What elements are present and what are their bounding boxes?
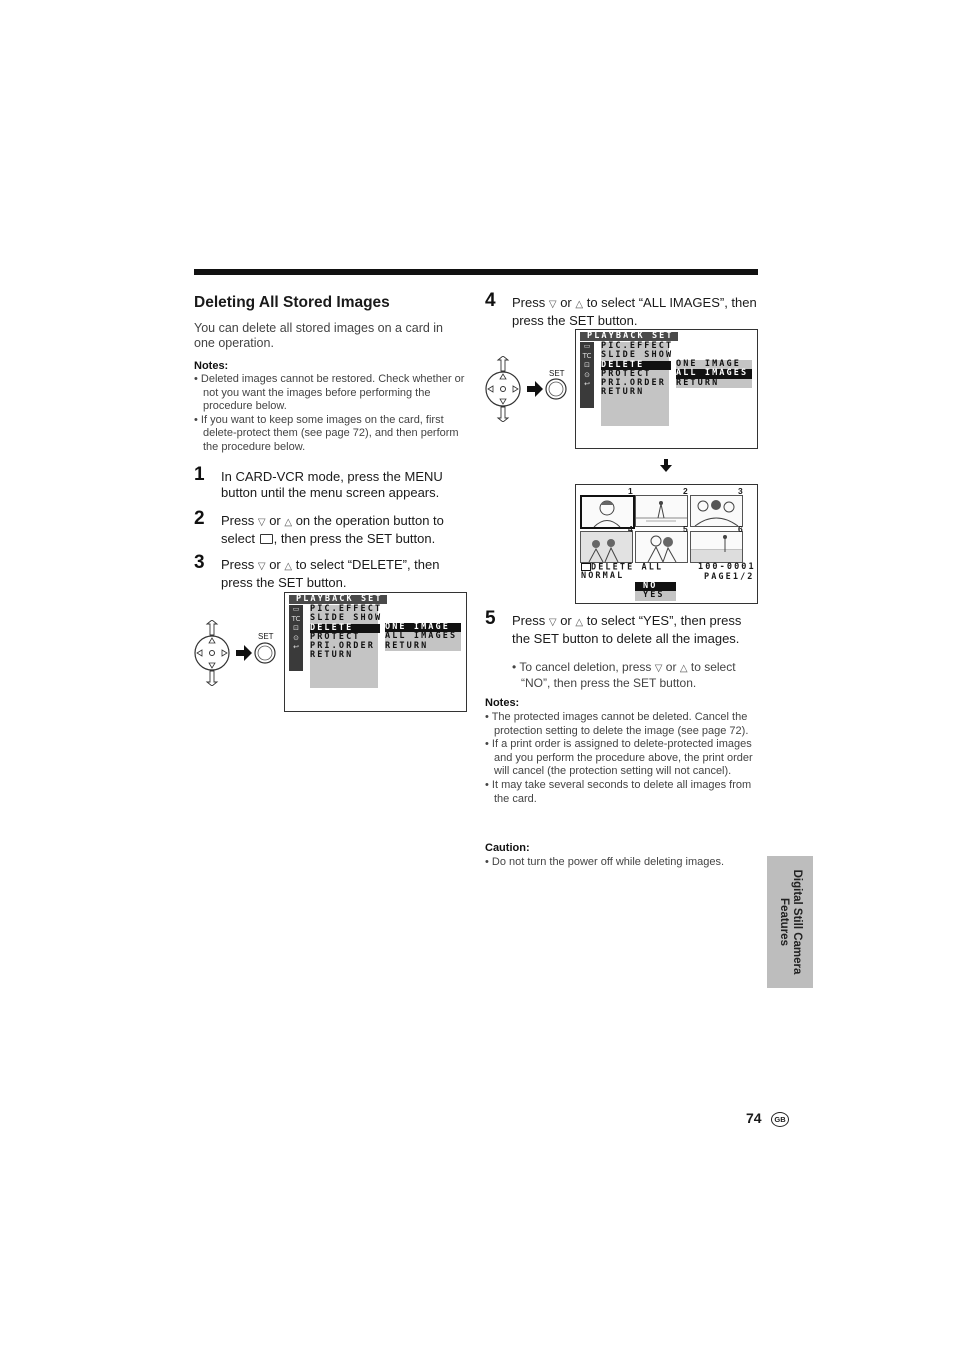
step-text-part: to select “DELETE”, then press the SET button.: [221, 557, 440, 590]
menu-item-selected[interactable]: DELETE: [310, 624, 380, 633]
top-rule: [194, 269, 758, 275]
chapter-label-line: Digital Still Camera: [791, 869, 803, 975]
note-item: • Deleted images cannot be restored. Check whether or not you want the images before performing the procedure below.: [194, 373, 465, 413]
step-text: [512, 613, 758, 646]
note-item: • It may take several seconds to delete all images from the card.: [485, 778, 752, 805]
set-button-label: SET: [549, 369, 565, 378]
setup-icon: ⊡: [293, 624, 299, 632]
subnote-part: or: [665, 660, 677, 674]
setup-icon: ⊡: [584, 361, 590, 369]
page-indicator: PAGE1/2: [704, 572, 755, 582]
menu-screen-delete: [284, 592, 467, 712]
step-text-part: or: [560, 295, 572, 310]
card-icon: [581, 563, 591, 571]
thumbnail-number: 4: [628, 524, 633, 534]
subnote-part: • To cancel deletion, press: [512, 660, 652, 674]
set-button-label: SET: [258, 632, 274, 641]
return-icon: ↩: [293, 643, 299, 651]
region-badge: GB: [771, 1112, 789, 1127]
menu-item-selected[interactable]: DELETE: [601, 361, 671, 370]
thumbnail-number: 5: [683, 524, 688, 534]
thumbnail-number: 1: [628, 486, 633, 496]
up-arrow-icon: △: [575, 617, 584, 628]
notes-list: [485, 711, 760, 806]
step-text: [512, 295, 758, 328]
caution-list: [485, 856, 760, 870]
step-number: 1: [194, 464, 205, 485]
step-text-part: Press: [512, 295, 546, 310]
notes-list: [194, 373, 468, 455]
down-arrow-icon: ▽: [548, 299, 557, 310]
chapter-label-line: Features: [778, 898, 790, 946]
thumbnail-image[interactable]: [635, 495, 688, 527]
step-text-part: Press: [512, 613, 546, 628]
card-icon: ▭: [292, 605, 300, 613]
step-text-part: or: [560, 613, 572, 628]
menu-item[interactable]: RETURN: [310, 650, 354, 661]
caution-heading: Caution:: [485, 842, 530, 854]
intro-text: You can delete all stored images on a card in one operation.: [194, 321, 444, 350]
clock-icon: ⊙: [293, 633, 299, 642]
note-item: • If a print order is assigned to delete-protected images and you perform the procedure above, the print order will cancel (the protection setting will not cancel).: [485, 738, 753, 778]
clock-icon: ⊙: [584, 370, 590, 379]
menu-list: [601, 341, 674, 398]
menu-icon-bar: [580, 342, 594, 408]
thumbnail-image[interactable]: [635, 531, 688, 563]
thumbnail-number: 6: [738, 524, 743, 534]
submenu-list: [676, 360, 752, 388]
up-arrow-icon: △: [679, 663, 688, 674]
step-text: [221, 557, 469, 590]
return-icon: ↩: [584, 380, 590, 388]
menu-item[interactable]: PRI.ORDER: [310, 641, 375, 652]
submenu-item[interactable]: RETURN: [676, 377, 720, 388]
operation-button-diagram: [481, 356, 573, 422]
step-number: 5: [485, 608, 496, 629]
thumbnail-image[interactable]: [580, 531, 633, 563]
step-subnote: [512, 660, 758, 690]
tc-icon: TC: [582, 351, 592, 360]
card-icon: [260, 534, 273, 544]
menu-icon-bar: [289, 605, 303, 671]
chapter-side-tab: [767, 856, 813, 988]
submenu-item-selected[interactable]: ALL IMAGES: [676, 369, 752, 378]
menu-list: [310, 604, 383, 661]
submenu-item-selected[interactable]: ONE IMAGE: [385, 623, 461, 632]
chapter-label: [777, 870, 803, 975]
menu-title: PLAYBACK SET: [580, 332, 678, 341]
menu-item[interactable]: SLIDE SHOW: [601, 350, 674, 361]
menu-screen-all-images: [575, 329, 758, 449]
menu-item[interactable]: RETURN: [601, 387, 645, 398]
step-text-part: on the operation button to select: [221, 513, 444, 546]
note-item: • The protected images cannot be deleted. Cancel the protection setting to delete the image (see page 72).: [485, 711, 749, 737]
thumbnail-image[interactable]: [690, 531, 743, 563]
step-text-part: Press: [221, 557, 255, 572]
menu-title: PLAYBACK SET: [289, 595, 387, 604]
tc-icon: TC: [291, 614, 301, 623]
section-title: Deleting All Stored Images: [194, 294, 390, 311]
down-arrow-icon: ▽: [257, 561, 266, 572]
subnote-part: to select “NO”, then press the SET button.: [521, 660, 736, 690]
up-arrow-icon: △: [575, 299, 584, 310]
delete-all-text: DELETE ALL: [591, 562, 664, 573]
step-text-part: or: [269, 513, 281, 528]
menu-item[interactable]: PIC.EFFECT: [310, 604, 383, 614]
menu-item[interactable]: PRI.ORDER: [601, 378, 666, 389]
down-arrow-icon: ▽: [548, 617, 557, 628]
option-no[interactable]: NO: [635, 582, 676, 591]
step-text-part: , then press the SET button.: [273, 530, 436, 546]
page-number: 74: [746, 1110, 762, 1126]
submenu-item[interactable]: RETURN: [385, 640, 429, 651]
thumbnail-image[interactable]: [690, 495, 743, 527]
step-text-part: or: [269, 557, 281, 572]
up-arrow-icon: △: [284, 517, 293, 528]
submenu-list: [385, 623, 461, 651]
confirm-options: [635, 582, 676, 601]
notes-heading: Notes:: [485, 697, 520, 709]
thumbnail-number: 2: [683, 486, 688, 496]
step-text: [221, 513, 469, 546]
down-arrow-icon: [659, 459, 673, 473]
step-text-part: to select “YES”, then press the SET button to delete all the images.: [512, 613, 742, 646]
submenu-item[interactable]: ONE IMAGE: [676, 359, 741, 369]
step-number: 4: [485, 290, 496, 311]
option-yes[interactable]: YES: [635, 591, 676, 600]
notes-heading: Notes:: [194, 360, 229, 372]
down-arrow-icon: ▽: [654, 663, 663, 674]
menu-item[interactable]: PIC.EFFECT: [601, 341, 674, 351]
normal-label: NORMAL: [581, 571, 625, 581]
menu-item[interactable]: PROTECT: [310, 631, 361, 642]
step-number: 2: [194, 508, 205, 529]
menu-item[interactable]: PROTECT: [601, 368, 652, 379]
step-text-part: Press: [221, 513, 255, 528]
thumbnail-screen: [575, 484, 758, 604]
caution-item: • Do not turn the power off while deleting images.: [485, 856, 725, 868]
step-number: 3: [194, 552, 205, 573]
step-text: In CARD-VCR mode, press the MENU button until the menu screen appears.: [221, 469, 443, 500]
card-icon: ▭: [583, 342, 591, 350]
submenu-item[interactable]: ALL IMAGES: [385, 631, 458, 642]
file-number: 100-0001: [698, 562, 756, 572]
step-text-part: to select “ALL IMAGES”, then press the SET button.: [512, 295, 757, 328]
note-item: • If you want to keep some images on the card, first delete-protect them (see page 72), and then perform the procedure below.: [194, 413, 459, 453]
down-arrow-icon: ▽: [257, 517, 266, 528]
operation-button-diagram: [190, 620, 282, 686]
thumbnail-number: 3: [738, 486, 743, 496]
up-arrow-icon: △: [284, 561, 293, 572]
menu-item[interactable]: SLIDE SHOW: [310, 613, 383, 624]
thumbnail-image[interactable]: [580, 495, 635, 529]
